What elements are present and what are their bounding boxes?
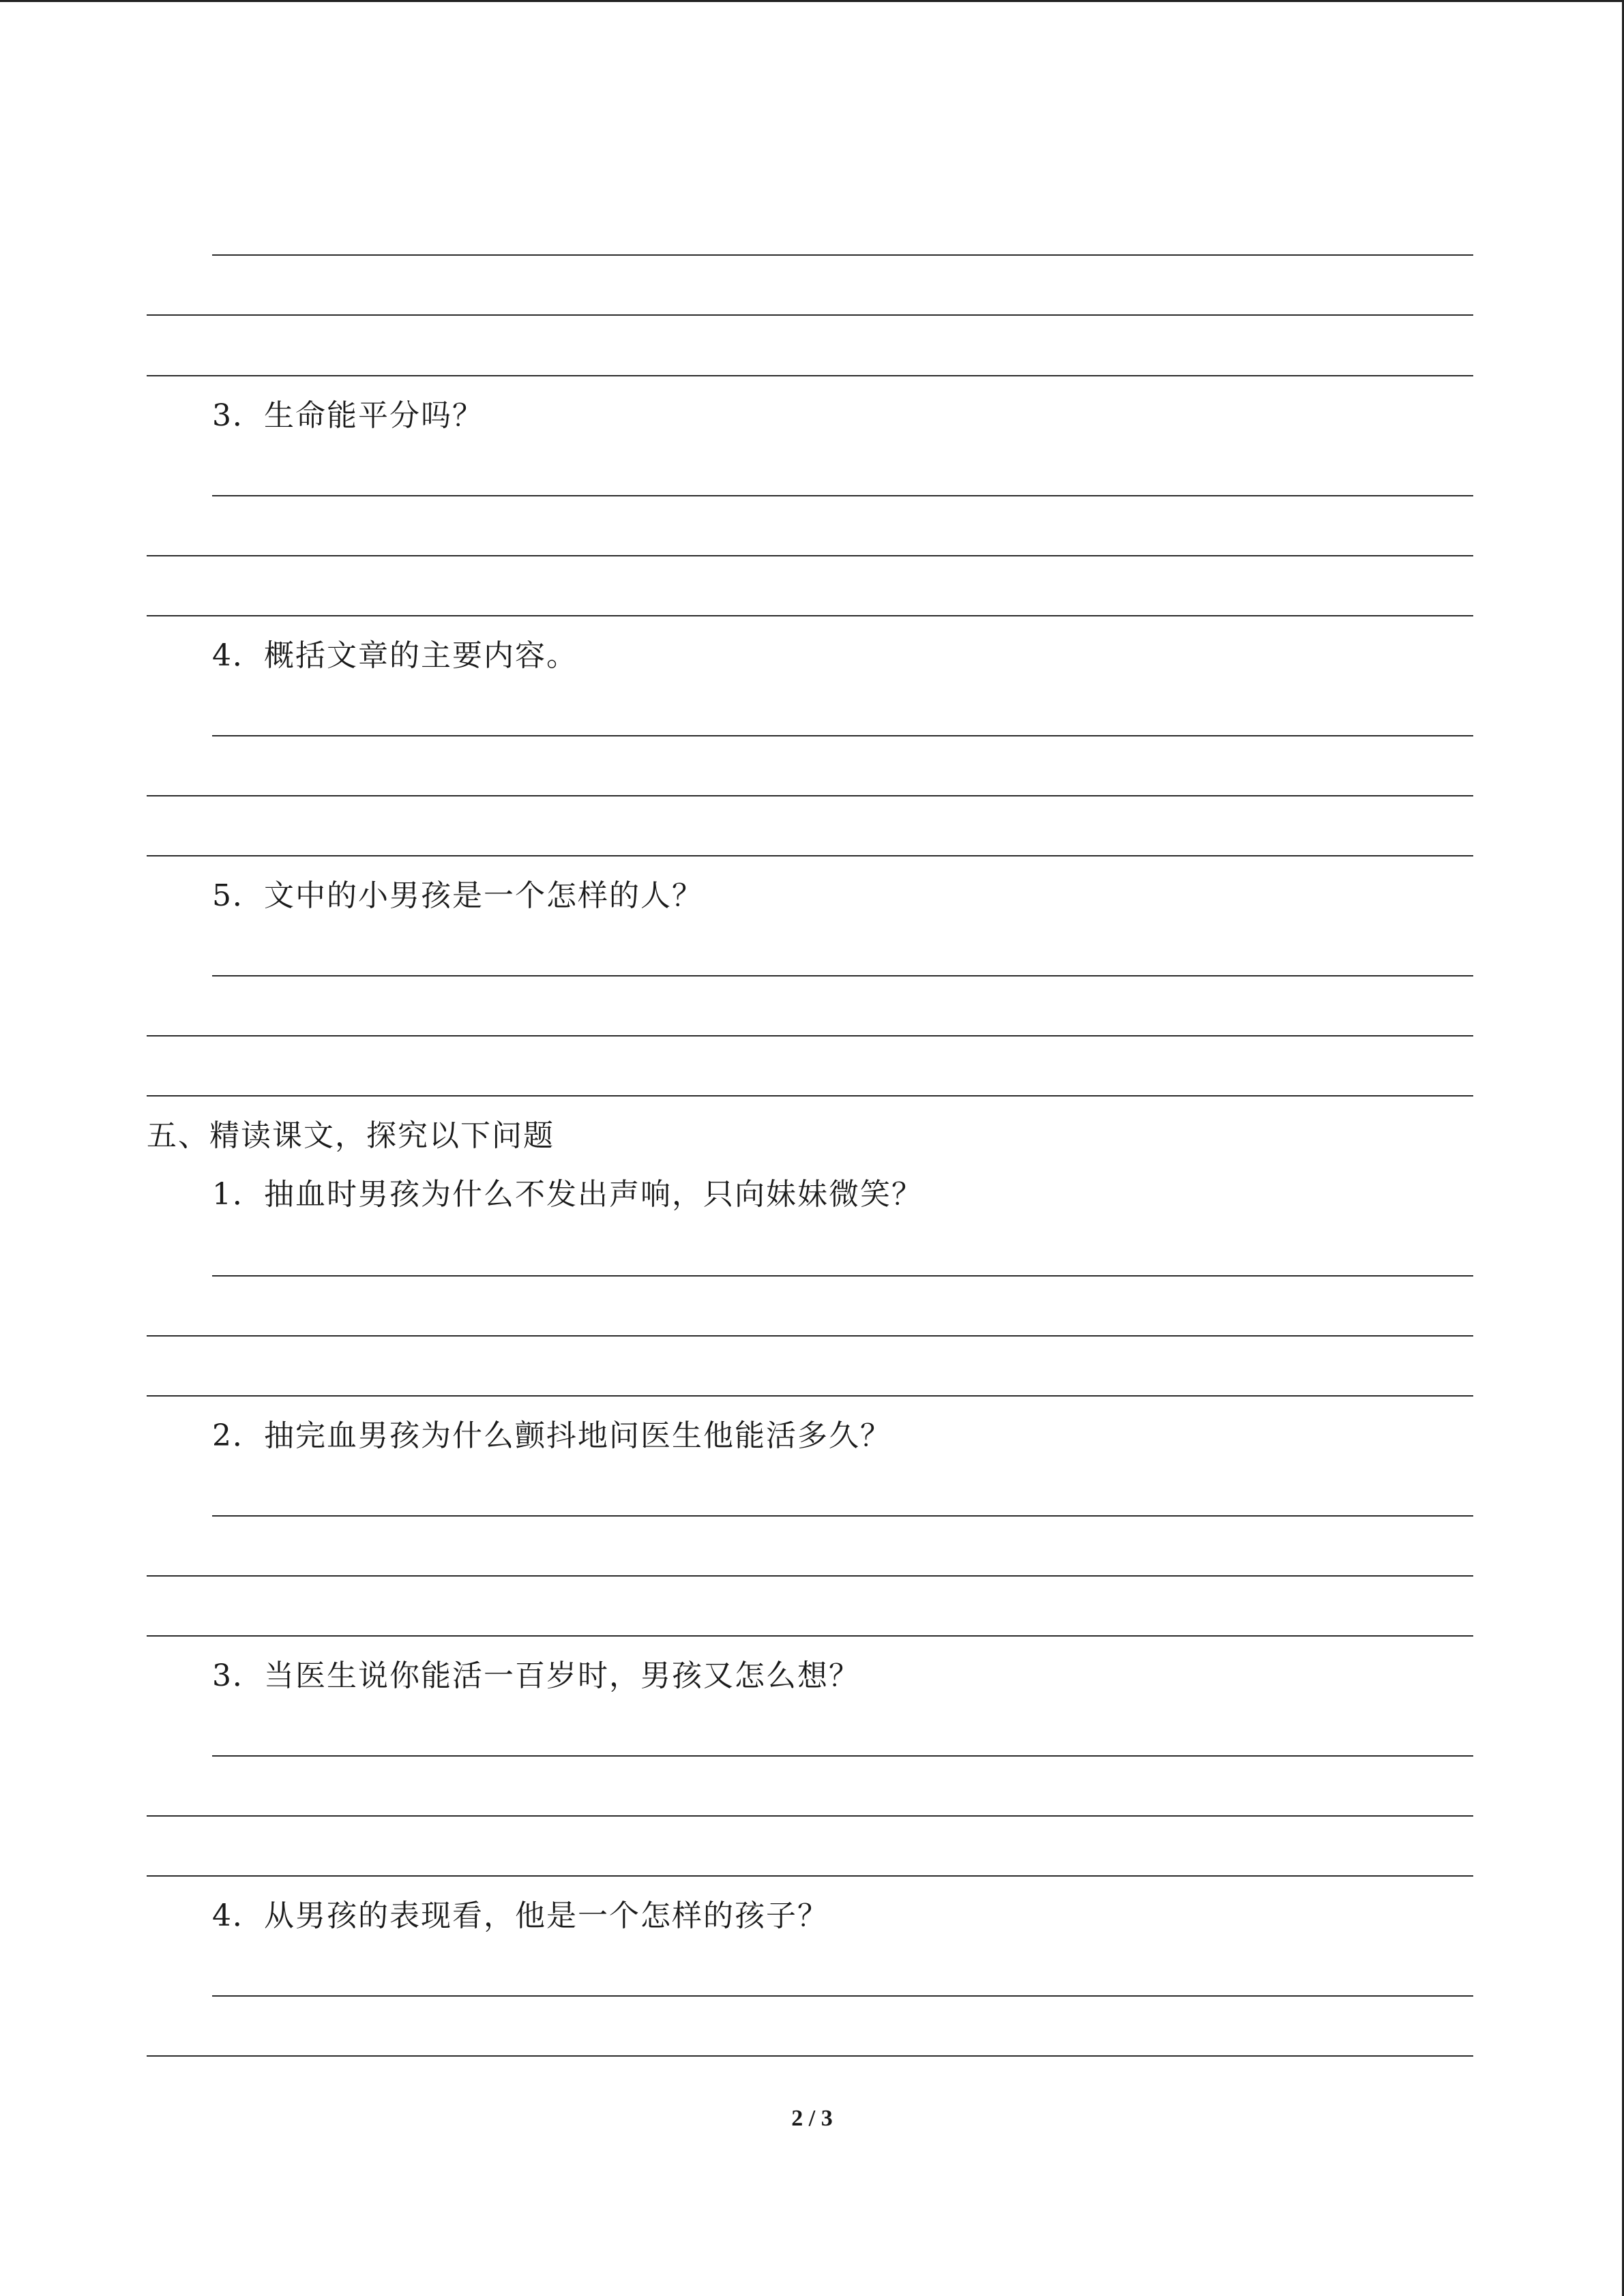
question-text: 3．生命能平分吗？ <box>212 398 484 433</box>
answer-line[interactable] <box>147 615 1473 616</box>
answer-line[interactable] <box>147 855 1473 856</box>
question-text: 1．抽血时男孩为什么不发出声响，只向妹妹微笑？ <box>212 1177 923 1212</box>
answer-line[interactable] <box>212 1995 1473 1997</box>
answer-line[interactable] <box>147 1335 1473 1337</box>
answer-line[interactable] <box>212 495 1473 496</box>
answer-line[interactable] <box>212 1275 1473 1277</box>
answer-line[interactable] <box>147 1635 1473 1637</box>
answer-line[interactable] <box>212 1515 1473 1517</box>
answer-line[interactable] <box>212 735 1473 736</box>
answer-line[interactable] <box>147 1815 1473 1817</box>
answer-line[interactable] <box>147 1035 1473 1037</box>
answer-line[interactable] <box>147 1575 1473 1577</box>
answer-line[interactable] <box>147 375 1473 376</box>
page-indicator: 2 / 3 <box>791 2106 833 2131</box>
answer-line[interactable] <box>147 1875 1473 1877</box>
page-top-border <box>0 0 1624 2</box>
question-text: 5．文中的小男孩是一个怎样的人？ <box>212 878 703 913</box>
question-text: 4．概括文章的主要内容。 <box>212 638 578 673</box>
question-text: 4．从男孩的表现看，他是一个怎样的孩子？ <box>212 1898 829 1933</box>
answer-line[interactable] <box>147 1395 1473 1397</box>
answer-line[interactable] <box>212 1755 1473 1757</box>
answer-line[interactable] <box>147 795 1473 796</box>
question-text: 2．抽完血男孩为什么颤抖地问医生他能活多久？ <box>212 1418 891 1453</box>
section-heading: 五、精读课文，探究以下问题 <box>147 1118 555 1153</box>
answer-line[interactable] <box>147 314 1473 316</box>
question-text: 3．当医生说你能活一百岁时，男孩又怎么想？ <box>212 1658 860 1693</box>
answer-line[interactable] <box>147 2055 1473 2057</box>
answer-line[interactable] <box>147 1095 1473 1097</box>
answer-line[interactable] <box>212 975 1473 976</box>
answer-line[interactable] <box>212 254 1473 256</box>
answer-line[interactable] <box>147 555 1473 556</box>
